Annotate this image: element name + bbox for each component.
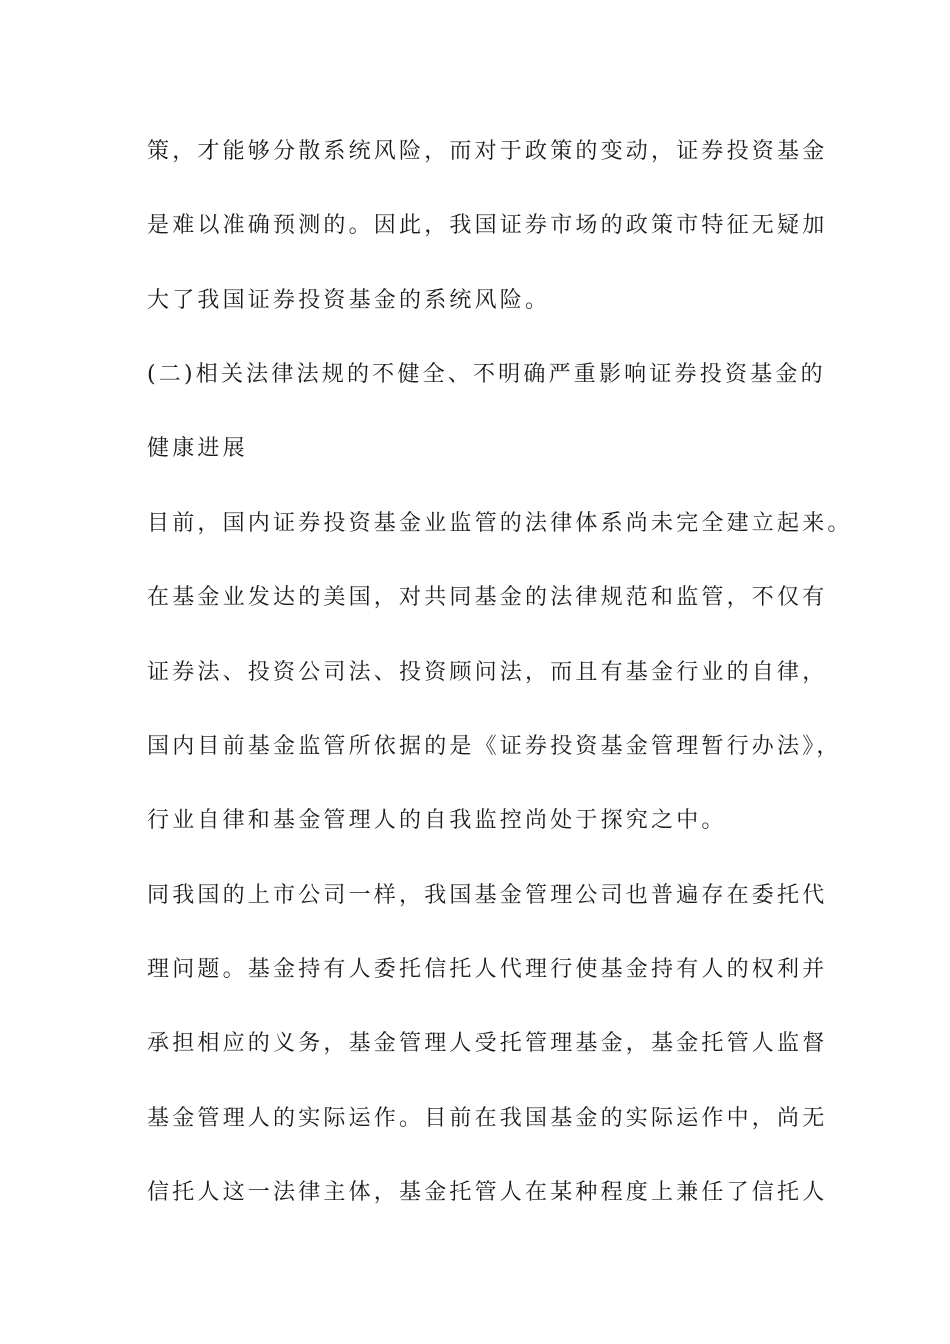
section-heading: (二)相关法律法规的不健全、不明确严重影响证券投资基金的 [147, 362, 826, 387]
section-heading-continued: 健康进展 [147, 436, 248, 461]
text-line: 在基金业发达的美国，对共同基金的法律规范和监管，不仅有 [147, 585, 828, 610]
text-line: 策，才能够分散系统风险，而对于政策的变动，证券投资基金 [147, 139, 828, 164]
text-line: 信托人这一法律主体，基金托管人在某种程度上兼任了信托人 [147, 1180, 828, 1205]
text-line: 行业自律和基金管理人的自我监控尚处于探究之中。 [147, 808, 727, 833]
text-line: 证券法、投资公司法、投资顾问法，而且有基金行业的自律， [147, 660, 828, 685]
text-line: 承担相应的义务，基金管理人受托管理基金，基金托管人监督 [147, 1031, 828, 1056]
text-line: 国内目前基金监管所依据的是《证券投资基金管理暂行办法》， [147, 734, 842, 759]
text-line: 同我国的上市公司一样，我国基金管理公司也普遍存在委托代 [147, 883, 828, 908]
text-line: 大了我国证券投资基金的系统风险。 [147, 288, 551, 313]
text-line: 基金管理人的实际运作。目前在我国基金的实际运作中，尚无 [147, 1106, 828, 1131]
text-line: 目前，国内证券投资基金业监管的法律体系尚未完全建立起来。 [147, 511, 853, 536]
text-line: 理问题。基金持有人委托信托人代理行使基金持有人的权利并 [147, 957, 828, 982]
text-line: 是难以准确预测的。因此，我国证券市场的政策市特征无疑加 [147, 213, 828, 238]
